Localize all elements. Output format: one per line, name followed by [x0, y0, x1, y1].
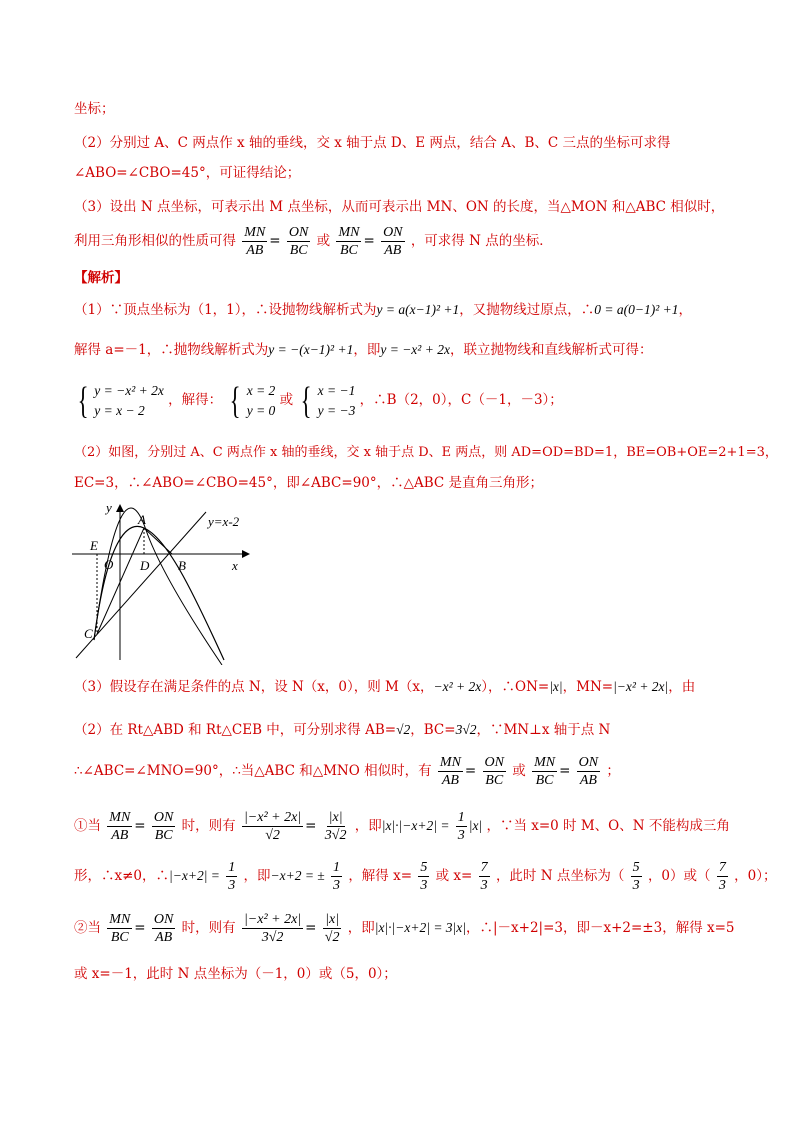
fraction: $\frac{1}{3}$ [333, 860, 341, 893]
text-line: （2）如图，分别过 A、C 两点作 x 轴的垂线，交 x 轴于点 D、E 两点，则 AD=OD=BD=1，BE=OB+OE=2+1=3， [74, 445, 778, 460]
text-line: 利用三角形相似的性质可得 $\frac{MN}{AB}$ = $\frac{ON}{BC}$ 或 $\frac{MN}{BC}$ = $\frac{ON}{AB}$ ，可求得 N 点的坐标． [74, 225, 553, 258]
text-line: （2）分别过 A、C 两点作 x 轴的垂线，交 x 轴于点 D、E 两点，结合 A、B、C 三点的坐标可求得 [74, 135, 671, 151]
text-line: ∠ABO=∠CBO=45°，可证得结论； [74, 165, 301, 181]
fraction: $\frac{ON}{BC}$ [484, 755, 504, 788]
fraction: $\frac{5}{3}$ [420, 860, 428, 893]
text-line: 形，∴x≠0，∴|−x+2| = $\frac{1}{3}$ ，即−x+2 = ± $\frac{1}{3}$ ，解得 x= $\frac{5}{3}$ 或 x= $\frac{7}{3}$ ，此时 N 点坐标为（ $\frac{5}{3}$ ，0）或（ $\frac{7}{3}$ ，0）； [74, 860, 777, 893]
fraction: $\frac{ON}{AB}$ [383, 225, 403, 258]
text-line: ∴∠ABC=∠MNO=90°，∴当△ABC 和△MNO 相似时，有 $\frac{MN}{AB}$ = $\frac{ON}{BC}$ 或 $\frac{MN}{BC}$ = $\frac{ON}{AB}$ ； [74, 755, 620, 788]
parabola-figure [72, 500, 252, 665]
fraction: $\frac{MN}{BC}$ [338, 225, 360, 258]
label-x: x [232, 558, 238, 573]
text-line: 坐标； [74, 101, 115, 117]
fraction: $\frac{\text{|−x² + 2x|}}{3√2}$ [243, 912, 302, 945]
fraction: $\frac{ON}{BC}$ [153, 810, 174, 843]
text-line: 解得 a=－1，∴抛物线解析式为y = −(x−1)² +1，即y = −x² + 2x，联立抛物线和直线解析式可得： [74, 342, 653, 358]
fraction: $\frac{7}{3}$ [718, 860, 726, 893]
text-line: EC=3，∴∠ABO=∠CBO=45°，即∠ABC=90°，∴△ABC 是直角三角形； [74, 475, 544, 491]
fraction: $\frac{MN}{BC}$ [534, 755, 556, 788]
text-line: （1）∵顶点坐标为（1，1），∴设抛物线解析式为y = a(x−1)² +1，又抛物线过原点，∴0 = a(0−1)² +1， [74, 302, 693, 318]
text-line: { y = −x² + 2x y = x − 2 ，解得： { x = 2 y = 0 或 { x = −1 y = −3 ，∴B（2，0），C（－1，－3）； [74, 378, 733, 422]
fraction: $\frac{ON}{AB}$ [153, 912, 174, 945]
fraction: $\frac{\text{|−x² + 2x|}}{√2}$ [243, 810, 302, 843]
text-line: （3）设出 N 点坐标，可表示出 M 点坐标，从而可表示出 MN、ON 的长度，当△MON 和△ABC 相似时， [74, 199, 725, 215]
fraction: $\frac{1}{3}$ [457, 810, 465, 843]
label-D: D [140, 558, 150, 573]
fraction: $\frac{7}{3}$ [480, 860, 488, 893]
fraction: $\frac{MN}{AB}$ [244, 225, 266, 258]
text-line: （3）假设存在满足条件的点 N，设 N（x，0），则 M（x，−x² + 2x），∴ON=|x|，MN=|−x² + 2x|，由 [74, 679, 696, 695]
label-y: y [106, 500, 112, 515]
equation-system: { x = 2 y = 0 [230, 379, 276, 422]
equation-system: { y = −x² + 2x y = x − 2 [77, 379, 164, 422]
fraction: $\frac{ON}{BC}$ [288, 225, 309, 258]
text-line: ①当 $\frac{MN}{AB}$ = $\frac{ON}{BC}$ 时，则有 $\frac{\text{|−x² + 2x|}}{√2}$ = $\frac{|x|}{3√2}$ ，即|x|·|−x+2| = $\frac{1}{3}$ |x| ，∵当 x=0 时 M、O、N 不能构成三角 [74, 810, 730, 843]
label-B: B [178, 558, 186, 573]
fraction: $\frac{|x|}{√2}$ [324, 912, 340, 945]
label-A: A [138, 512, 146, 527]
fraction: $\frac{ON}{AB}$ [578, 755, 599, 788]
equation-system: { x = −1 y = −3 [301, 379, 356, 422]
label-E: E [90, 538, 98, 553]
label-O: O [104, 557, 114, 572]
label-line: y=x-2 [208, 514, 240, 529]
text-line: （2）在 Rt△ABD 和 Rt△CEB 中，可分别求得 AB=√2，BC=3√2，∵MN⊥x 轴于点 N [74, 722, 611, 738]
label-C: C [84, 626, 93, 641]
text-line: 或 x=－1，此时 N 点坐标为（－1，0）或（5，0）； [74, 966, 397, 982]
fraction: $\frac{MN}{AB}$ [109, 810, 131, 843]
fraction: $\frac{|x|}{3√2}$ [324, 810, 347, 843]
fraction: $\frac{1}{3}$ [228, 860, 236, 893]
fraction: $\frac{MN}{AB}$ [439, 755, 461, 788]
text-line: ②当 $\frac{MN}{BC}$ = $\frac{ON}{AB}$ 时，则有 $\frac{\text{|−x² + 2x|}}{3√2}$ = $\frac{|x|}{√2}$ ，即|x|·|−x+2| = 3|x|，∴|－x+2|=3，即－x+2=±3，解得 x=5 [74, 912, 735, 945]
section-heading: 【解析】 [74, 270, 128, 286]
fraction: $\frac{MN}{BC}$ [109, 912, 131, 945]
fraction: $\frac{5}{3}$ [632, 860, 640, 893]
